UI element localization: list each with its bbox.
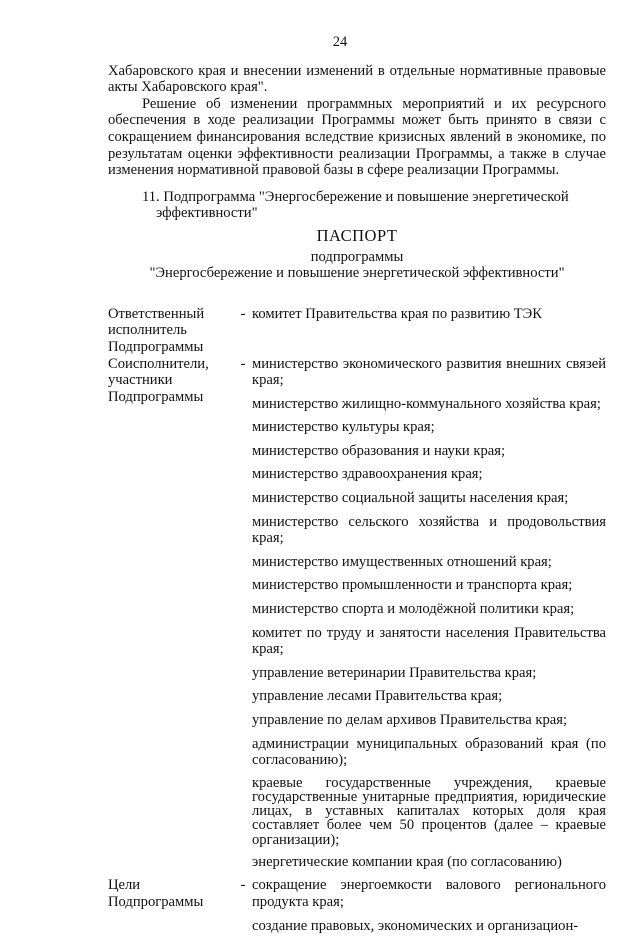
list-item: создание правовых, экономических и организацион- — [252, 917, 579, 934]
passport-row-coexecutors — [108, 356, 606, 878]
list-item: министерство жилищно-коммунального хозяйства края; — [252, 395, 601, 412]
list-item: министерство здравоохранения края; — [252, 466, 483, 483]
list-item: министерство социальной защиты населения края; — [252, 490, 569, 507]
paragraph-continuation: Хабаровского края и внесении изменений в отдельные нормативные правовые акты Хабаровского края". — [108, 62, 606, 96]
list-item: министерство спорта и молодёжной политики края; — [252, 601, 575, 618]
passport-subtitle: подпрограммы — [310, 248, 404, 265]
section-heading-line2: эффективности" — [156, 205, 258, 222]
passport-row-goals — [108, 877, 606, 941]
list-item: энергетические компании края (по согласованию) — [252, 853, 562, 870]
list-item: сокращение энергоемкости валового регионального продукта края; — [252, 877, 606, 910]
list-item: управление по делам архивов Правительства края; — [252, 712, 568, 728]
section-heading-line1: 11. Подпрограмма "Энергосбережение и повышение энергетической — [142, 188, 569, 205]
list-item: управление лесами Правительства края; — [252, 688, 503, 705]
row-label: Цели Подпрограммы — [108, 877, 204, 910]
section-heading — [108, 189, 606, 222]
row-items — [252, 306, 606, 356]
passport-table — [108, 306, 606, 941]
list-item: министерство экономического развития внешних связей края; — [252, 355, 606, 389]
row-dash: - — [240, 305, 246, 322]
list-item: комитет по труду и занятости населения Правительства края; — [252, 624, 606, 658]
row-label: Соисполнители, участники Подпрограммы — [108, 355, 209, 405]
row-label: Ответственный исполнитель Подпрограммы — [108, 305, 205, 355]
row-dash: - — [240, 877, 246, 894]
passport-title: ПАСПОРТ — [316, 225, 398, 245]
paragraph-program-changes: Решение об изменении программных мероприятий и их ресурсного обеспечения в ходе реализации Программы может быть принято в связи с сокращением финансирования вследствие кризисных явлений в экономике, по результатам оценки эффективности реализации Программы, а также в случае изменения нормативной правовой базы в сфере реализации Программы. — [108, 95, 606, 179]
row-items — [252, 877, 606, 941]
row-dash: - — [240, 355, 246, 372]
list-item: министерство промышленности и транспорта края; — [252, 577, 573, 594]
passport-subprogram-name: "Энергосбережение и повышение энергетической эффективности" — [149, 265, 565, 282]
page-number: 24 — [332, 34, 348, 50]
list-item: министерство имущественных отношений края; — [252, 553, 552, 570]
list-item: министерство сельского хозяйства и продовольствия края; — [252, 513, 606, 547]
list-item: комитет Правительства края по развитию ТЭК — [252, 305, 543, 322]
row-items — [252, 356, 606, 878]
passport-row-responsible — [108, 306, 606, 356]
list-item: краевые государственные учреждения, краевые государственные унитарные предприятия, юридические лицах, в уставных капиталах которых доля края составляет более чем 50 процентов (далее – краевые организации); — [252, 774, 606, 848]
list-item: министерство образования и науки края; — [252, 442, 505, 459]
list-item: управление ветеринарии Правительства края; — [252, 664, 537, 681]
list-item: министерство культуры края; — [252, 419, 435, 436]
list-item: администрации муниципальных образований края (по согласованию); — [252, 735, 606, 769]
